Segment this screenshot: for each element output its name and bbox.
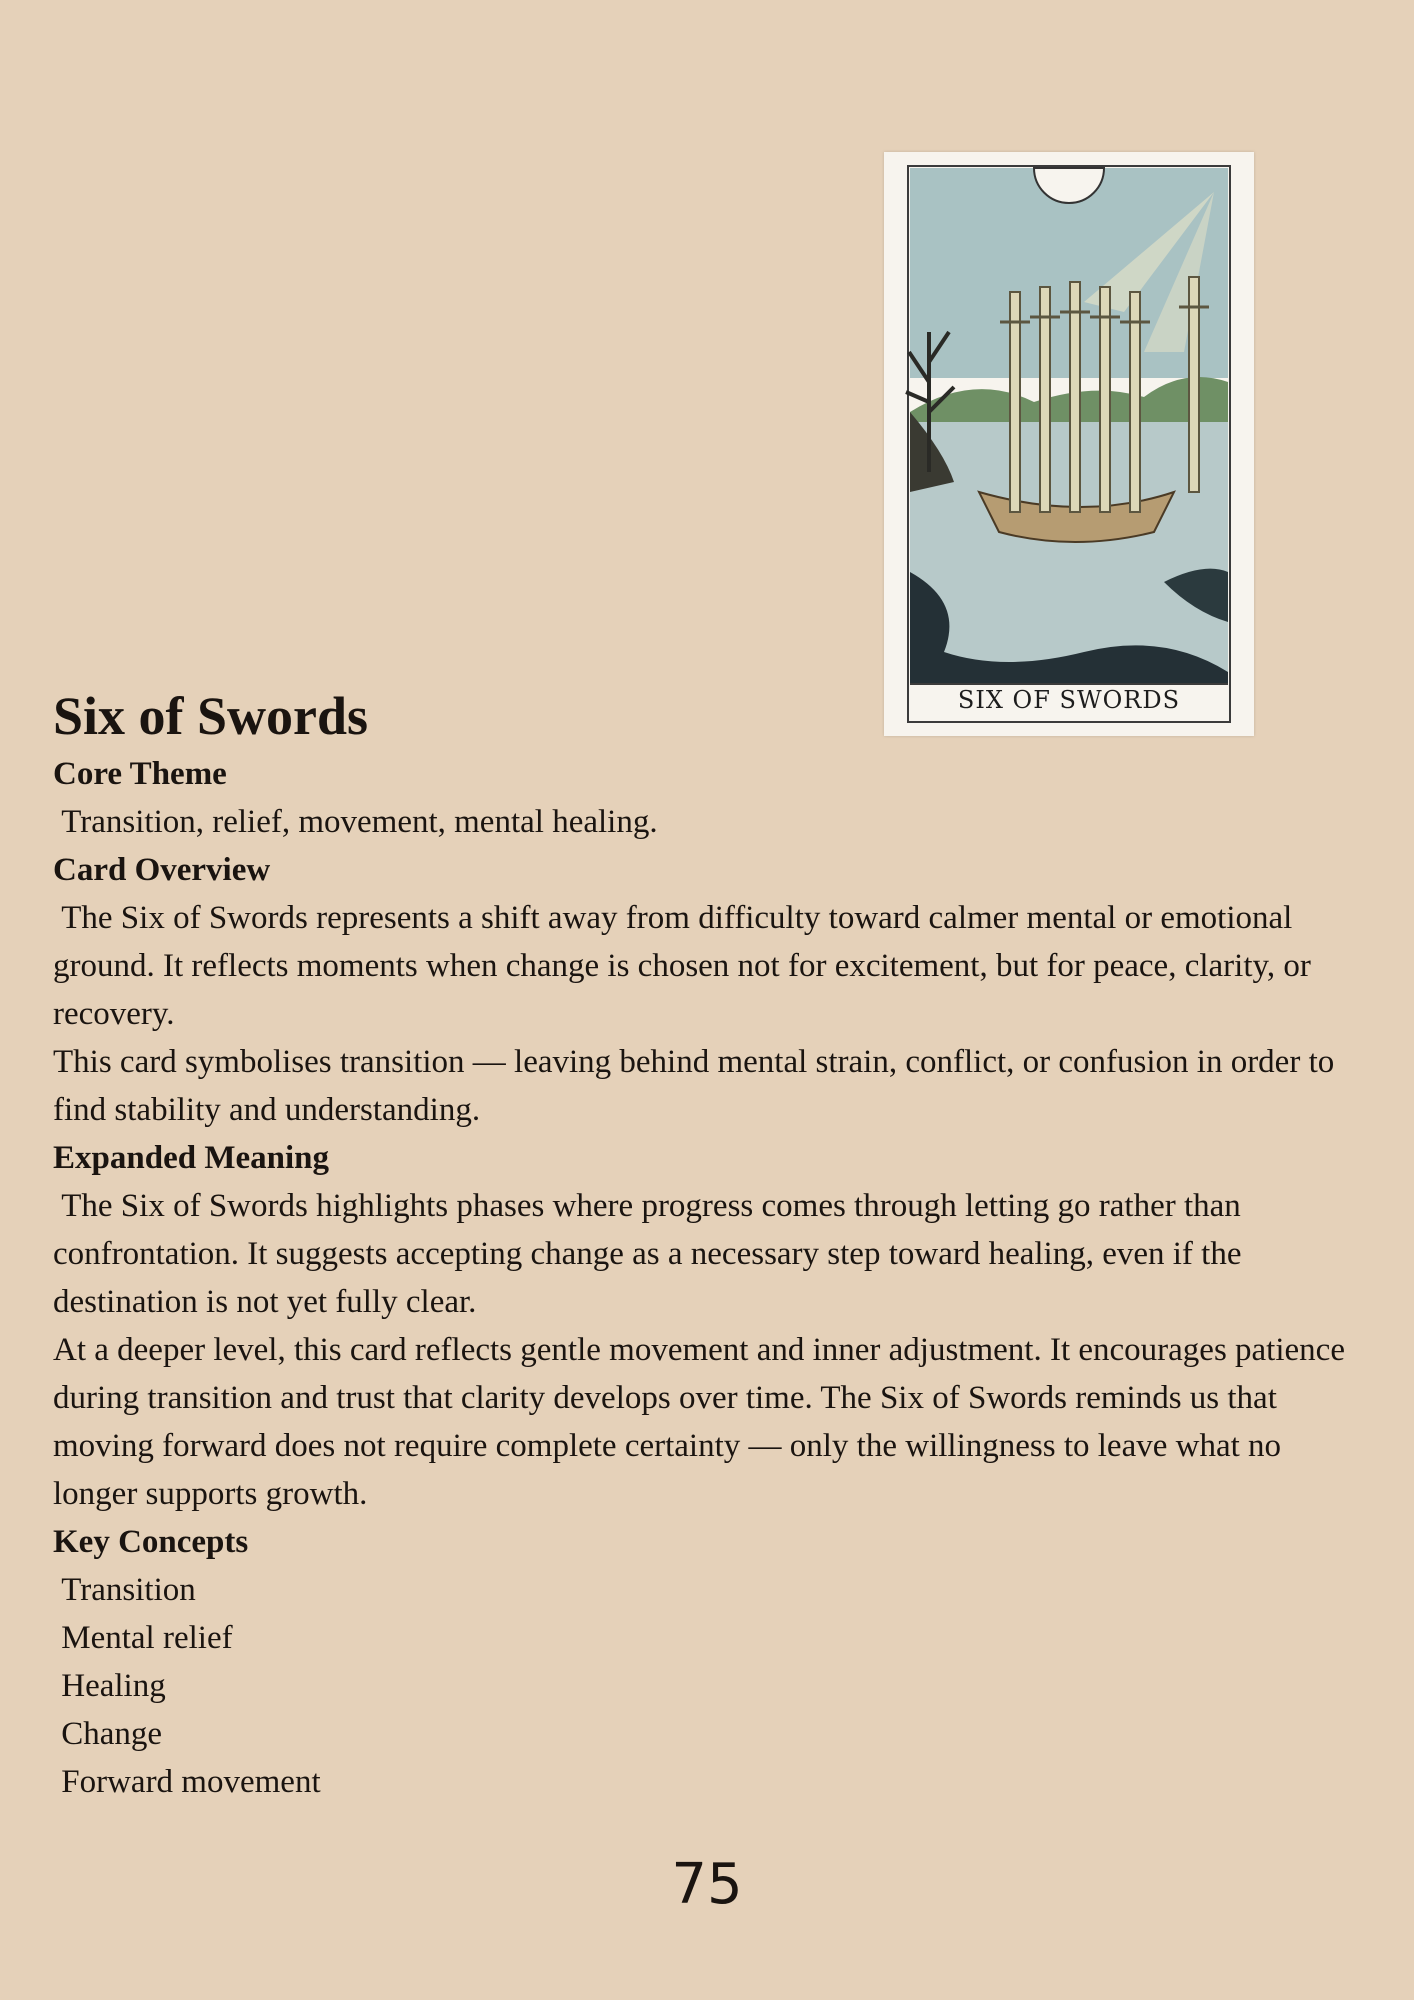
list-item: Change: [53, 1716, 163, 1752]
page-number: 75: [671, 1852, 743, 1917]
heading-core-theme: Core Theme: [53, 756, 227, 792]
heading-card-overview: Card Overview: [53, 852, 271, 888]
list-item: Mental relief: [53, 1620, 233, 1656]
card-caption: SIX OF SWORDS: [957, 686, 1181, 714]
list-item: Forward movement: [53, 1764, 321, 1800]
tarot-card-image: [884, 152, 1254, 736]
expanded-meaning-paragraph-1: The Six of Swords highlights phases where progress comes through letting go rather than confrontation. It suggests accepting change as a necessary step toward healing, even if the destination is not yet fully clear.: [53, 1188, 1250, 1320]
heading-key-concepts: Key Concepts: [53, 1524, 249, 1560]
card-overview-paragraph-1: The Six of Swords represents a shift away from difficulty toward calmer mental or emotional ground. It reflects moments when change is chosen not for excitement, but for peace, clarity, or recovery.: [53, 900, 1320, 1032]
list-item: Transition: [53, 1572, 196, 1608]
list-item: Healing: [53, 1668, 166, 1704]
card-description: [53, 682, 1373, 1806]
heading-expanded-meaning: Expanded Meaning: [53, 1140, 329, 1176]
core-theme-text: Transition, relief, movement, mental healing.: [53, 804, 658, 840]
card-overview-paragraph-2: This card symbolises transition — leaving behind mental strain, conflict, or confusion in order to find stability and understanding.: [53, 1044, 1335, 1128]
page-title: Six of Swords: [53, 686, 369, 746]
key-concepts-list: [53, 1566, 1373, 1806]
expanded-meaning-paragraph-2: At a deeper level, this card reflects gentle movement and inner adjustment. It encourages patience during transition and trust that clarity develops over time. The Six of Swords reminds us that moving forward does not require complete certainty — only the willingness to leave what no longer supports growth.: [53, 1332, 1345, 1512]
